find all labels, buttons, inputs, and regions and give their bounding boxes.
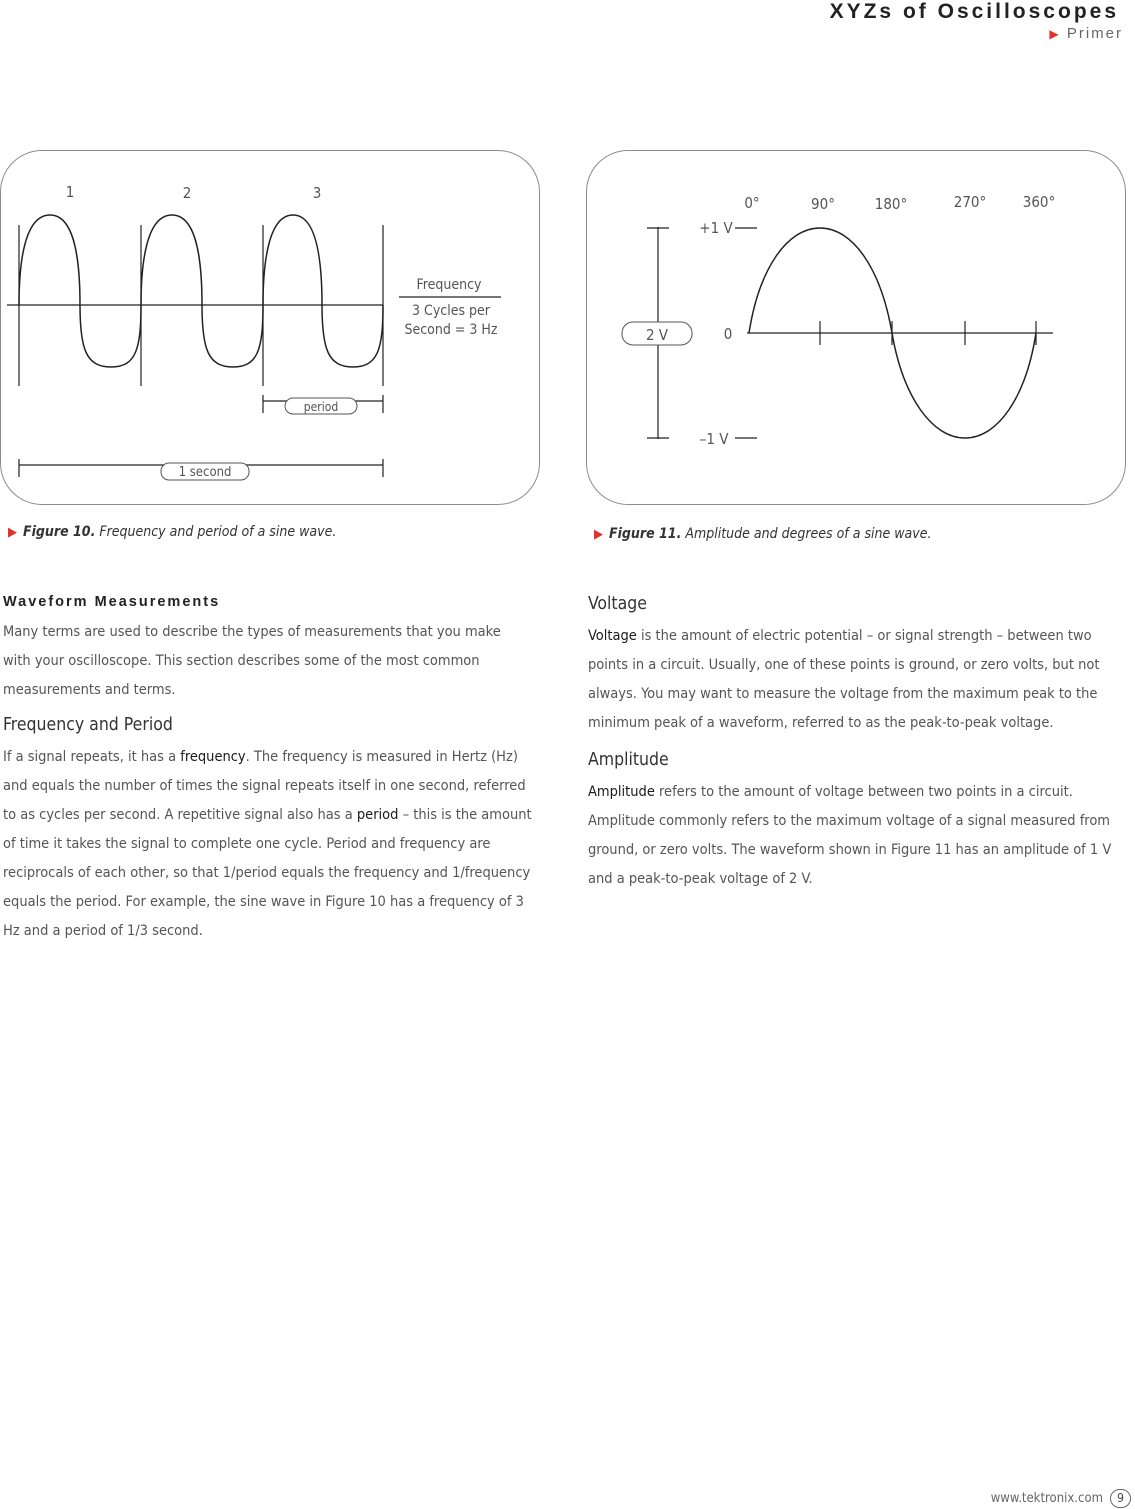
amplitude-paragraph [588,778,1123,894]
amplitude-term: Amplitude [588,784,655,800]
figure-10-diagram [1,151,539,504]
frequency-text-1: If a signal repeats, it has a [3,749,181,765]
figure-11-diagram [587,151,1125,504]
degree-label: 90° [811,195,835,213]
section-heading: Waveform Measurements [3,594,221,610]
frequency-value-line2: Second = 3 Hz [404,322,498,338]
document-subtitle [1049,25,1123,42]
figure-11-caption-text: Amplitude and degrees of a sine wave. [685,526,932,542]
bullet-triangle-icon: ▶ [8,525,17,540]
page-number: 9 [1110,1489,1131,1508]
sine-wave [19,215,383,367]
intro-paragraph: Many terms are used to describe the types of measurements that you make with your oscilloscope. This section describes some of the most common measurements and terms. [3,624,501,698]
frequency-text-2: . The frequency is measured in Hertz (Hz) and equals the number of times the signal repeats itself in one second, referred to as cycles per second. A repetitive signal also has a [3,749,526,823]
figure-11-panel [586,150,1126,505]
figure-10-caption-number: Figure 10. [23,524,96,540]
left-column [3,594,533,946]
voltage-paragraph [588,622,1123,738]
right-column [588,594,1123,894]
figure-10-caption [8,524,336,540]
figure-10-caption-text: Frequency and period of a sine wave. [99,524,337,540]
plus-label: +1 V [699,219,733,237]
cycle-label: 1 [65,183,75,201]
footer-url[interactable]: www.tektronix.com [990,1491,1103,1506]
voltage-text: is the amount of electric potential – or signal strength – between two points in a circuit. Usually, one of these points is ground, or zero volts, but not always. You may want to measure the voltage from the maximum peak to the minimum peak of a waveform, referred to as the peak-to-peak voltage. [588,628,1100,731]
frequency-heading: Frequency and Period [3,715,173,735]
document-title: XYZs of Oscilloscopes [829,0,1119,23]
amplitude-text: refers to the amount of voltage between two points in a circuit. Amplitude commonly refers to the maximum voltage of a signal measured from ground, or zero volts. The waveform shown in Figure 11 has an amplitude of 1 V and a peak-to-peak voltage of 2 V. [588,784,1112,887]
frequency-paragraph [3,743,533,946]
frequency-label: Frequency [416,277,482,293]
second-label: 1 second [178,465,232,480]
minus-label: –1 V [699,430,729,448]
degree-label: 180° [874,195,908,213]
period-label: period [303,400,339,414]
degree-label: 360° [1022,193,1056,211]
subtitle-text: Primer [1066,25,1123,42]
cycle-label: 3 [312,184,322,202]
figure-11-caption [594,526,931,542]
peak-to-peak-label: 2 V [645,326,669,344]
frequency-term: frequency [180,749,246,765]
amplitude-heading: Amplitude [588,750,669,770]
bullet-triangle-icon: ▶ [1049,27,1061,41]
voltage-term: Voltage [588,628,637,644]
zero-label: 0 [723,325,733,343]
bullet-triangle-icon: ▶ [594,527,603,542]
degree-label: 270° [953,193,987,211]
frequency-value-line1: 3 Cycles per [412,303,490,319]
frequency-text-3: – this is the amount of time it takes the signal to complete one cycle. Period and frequency are reciprocals of each other, so that 1/period equals the frequency and 1/frequency equals the period. For example, the sine wave in Figure 10 has a frequency of 3 Hz and a period of 1/3 second. [3,807,532,939]
cycle-label: 2 [182,184,192,202]
degree-label: 0° [744,194,760,212]
figure-11-caption-number: Figure 11. [609,526,682,542]
figure-10-panel [0,150,540,505]
period-term: period [356,807,399,823]
voltage-heading: Voltage [588,594,647,614]
